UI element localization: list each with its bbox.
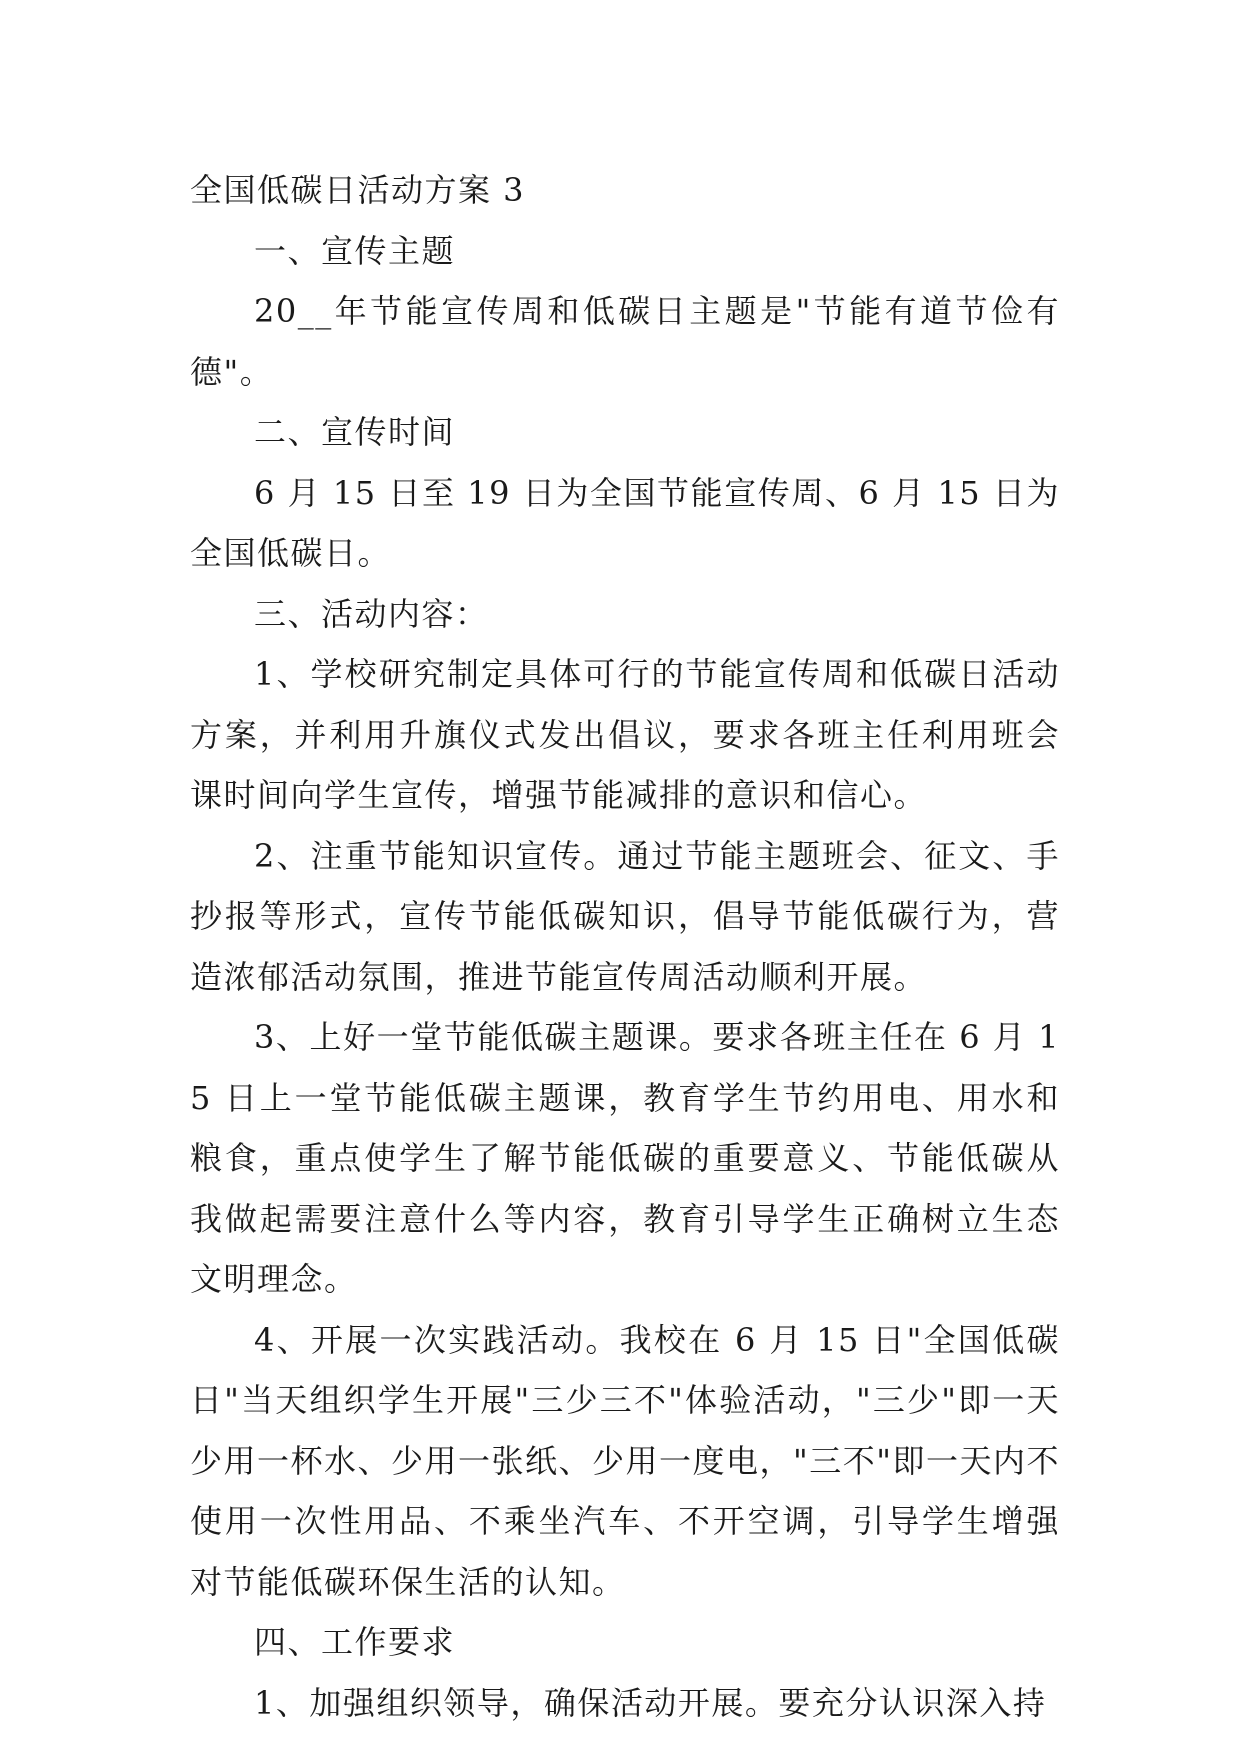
document-title: 全国低碳日活动方案 3 xyxy=(190,171,526,209)
document-body xyxy=(190,160,1060,1733)
paragraph-content-2: 2、注重节能知识宣传。通过节能主题班会、征文、手抄报等形式，宣传节能低碳知识，倡导节能低碳行为，营造浓郁活动氛围，推进节能宣传周活动顺利开展。 xyxy=(190,836,1060,996)
paragraph-time: 6 月 15 日至 19 日为全国节能宣传周、6 月 15 日为全国低碳日。 xyxy=(190,473,1060,572)
section-heading-theme: 一、宣传主题 xyxy=(254,231,456,270)
paragraph-requirements-1: 1、加强组织领导，确保活动开展。要充分认识深入持 xyxy=(254,1683,1047,1722)
section-heading-content: 三、活动内容： xyxy=(254,594,489,633)
section-heading-time: 二、宣传时间 xyxy=(254,413,456,451)
paragraph-content-1: 1、学校研究制定具体可行的节能宣传周和低碳日活动方案，并利用升旗仪式发出倡议，要求各班主任利用班会课时间向学生宣传，增强节能减排的意识和信心。 xyxy=(190,655,1060,814)
paragraph-theme: 20__年节能宣传周和低碳日主题是"节能有道节俭有德"。 xyxy=(190,292,1060,391)
section-heading-requirements: 四、工作要求 xyxy=(254,1623,456,1661)
paragraph-content-3: 3、上好一堂节能低碳主题课。要求各班主任在 6 月 15 日上一堂节能低碳主题课，教育学生节约用电、用水和粮食，重点使学生了解节能低碳的重要意义、节能低碳从我做起需要注意什么等内容，教育引导学生正确树立生态文明理念。 xyxy=(190,1018,1060,1298)
paragraph-content-4: 4、开展一次实践活动。我校在 6 月 15 日"全国低碳日"当天组织学生开展"三少三不"体验活动，"三少"即一天少用一杯水、少用一张纸、少用一度电，"三不"即一天内不使用一次性用品、不乘坐汽车、不开空调，引导学生增强对节能低碳环保生活的认知。 xyxy=(190,1320,1060,1601)
